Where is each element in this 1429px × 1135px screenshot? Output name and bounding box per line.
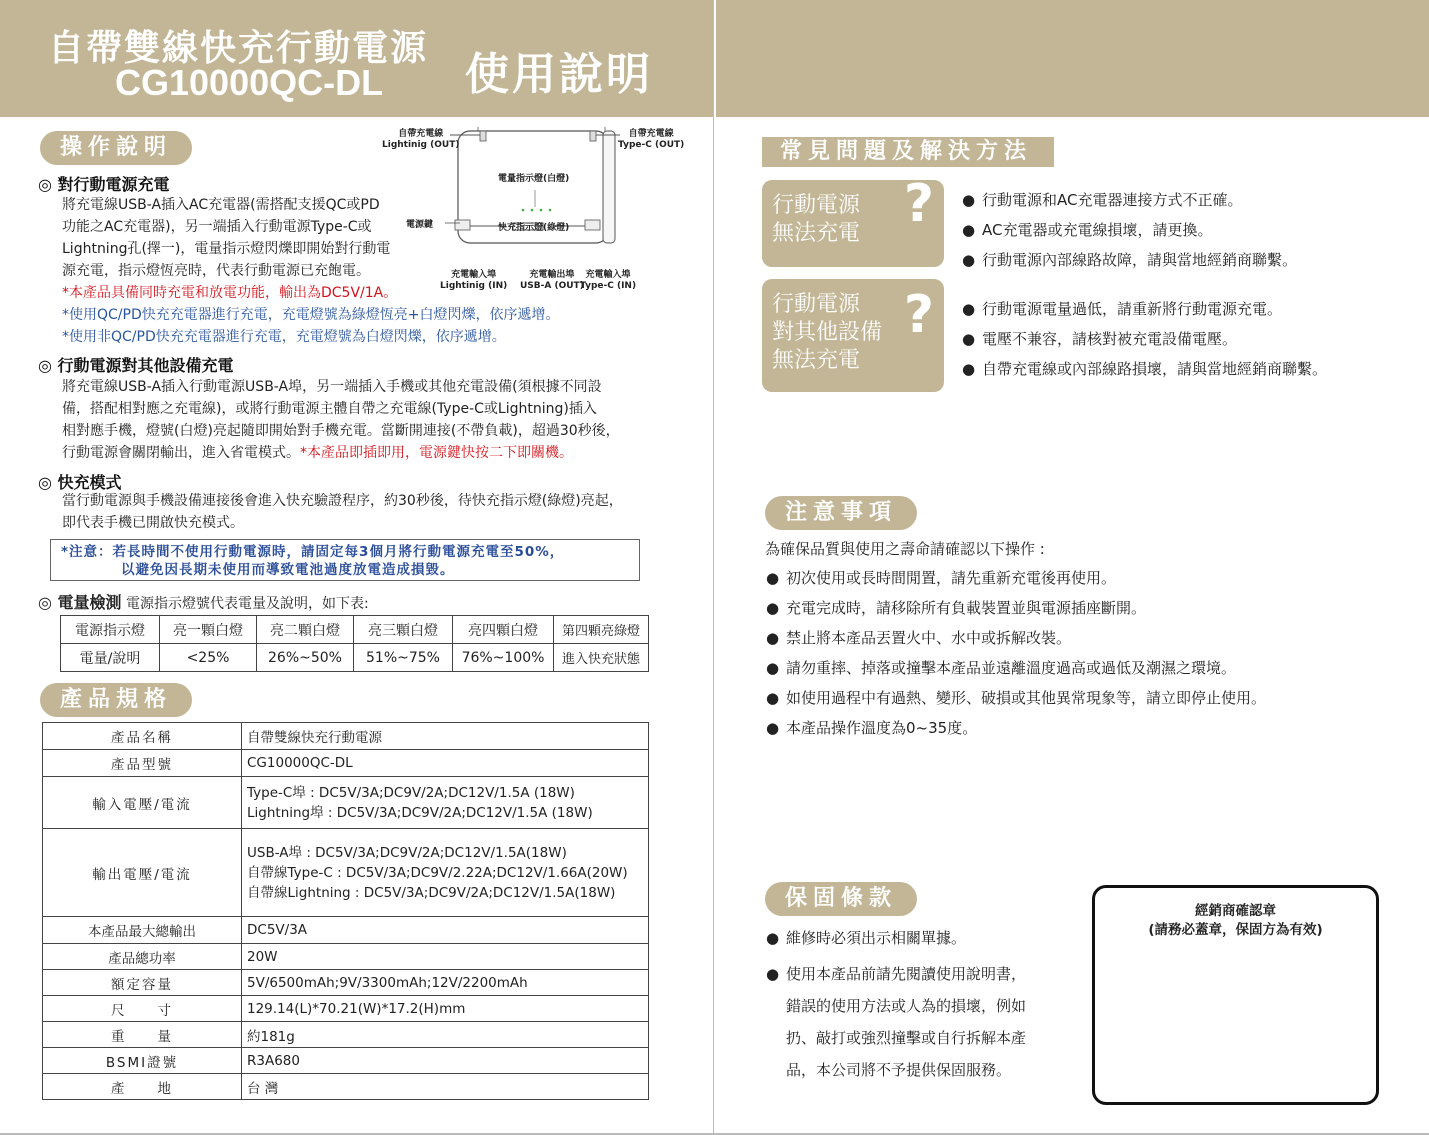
faq-answers-1 xyxy=(962,185,1297,275)
other-device-title: ◎ 行動電源對其他設備充電 xyxy=(38,356,234,375)
faq-q1-line-2: 無法充電 xyxy=(772,221,861,246)
spec-value xyxy=(242,777,649,829)
spec-value-line: USB-A埠 : DC5V/3A;DC9V/2A;DC12V/1.5A(18W) xyxy=(247,844,567,861)
diagram-label-cable-right xyxy=(618,129,684,151)
page-divider xyxy=(713,0,716,1135)
dealer-stamp-box xyxy=(1092,885,1379,1105)
warranty-line: ● 使用本產品前請先閱讀使用說明書， xyxy=(786,965,1027,983)
faq-card-2 xyxy=(762,279,944,392)
question-mark-icon: ? xyxy=(903,285,934,345)
product-title: 自帶雙線快充行動電源 xyxy=(48,28,429,69)
table-row xyxy=(43,777,649,829)
spec-value: DC5V/3A xyxy=(242,917,649,944)
list-item: ● 行動電源和AC充電器連接方式不正確。 xyxy=(962,185,1297,215)
diagram-text: USB-A (OUT) xyxy=(520,281,584,291)
diagram-text: 充電輸出埠 xyxy=(529,270,575,280)
diagram-text: Lightinig (OUT) xyxy=(382,140,460,150)
warranty-list xyxy=(766,926,966,950)
spec-key: 產品名稱 xyxy=(43,723,242,750)
spec-key: 產品型號 xyxy=(43,750,242,777)
list-item xyxy=(766,958,1026,1086)
other-device-text xyxy=(62,376,662,464)
other-line-4: 行動電源會關閉輸出，進入省電模式。 xyxy=(62,445,300,461)
charging-line-4: 源充電，指示燈恆亮時，代表行動電源已充飽電。 xyxy=(62,263,370,279)
list-item: ● 初次使用或長時間閒置，請先重新充電後再使用。 xyxy=(766,563,1266,593)
list-item: ● 本產品操作溫度為0~35度。 xyxy=(766,713,1266,743)
list-item: ● 電壓不兼容，請核對被充電設備電壓。 xyxy=(962,324,1327,354)
other-line-3: 相對應手機，燈號(白燈)亮起隨即開始對手機充電。當斷開連接(不帶負載)，超過30秒後， xyxy=(62,423,620,439)
spec-value xyxy=(242,829,649,917)
spec-value: 台 灣 xyxy=(242,1074,649,1100)
spec-key: 本產品最大總輸出 xyxy=(43,917,242,944)
table-cell: 76%~100% xyxy=(453,644,554,672)
storage-warning-box xyxy=(50,539,640,581)
warranty-line: 品，本公司將不予提供保固服務。 xyxy=(786,1061,1012,1079)
table-row xyxy=(43,750,649,777)
faq-q2-line-3: 無法充電 xyxy=(772,348,861,373)
list-item: ● 請勿重摔、掉落或撞擊本產品並遠離溫度過高或過低及潮濕之環境。 xyxy=(766,653,1266,683)
spec-value: 5V/6500mAh;9V/3300mAh;12V/2200mAh xyxy=(242,970,649,996)
charging-blue-note-2: *使用非QC/PD快充充電器進行充電，充電燈號為白燈閃爍，依序遞增。 xyxy=(62,329,506,345)
table-cell: 亮二顆白燈 xyxy=(257,616,354,644)
diagram-text: 充電輸入埠 xyxy=(451,270,497,280)
diagram-label-power-key: 電源鍵 xyxy=(406,220,434,230)
table-cell: <25% xyxy=(160,644,257,672)
table-cell: 電源指示燈 xyxy=(61,616,160,644)
table-cell: 亮一顆白燈 xyxy=(160,616,257,644)
fast-charge-text xyxy=(62,490,662,534)
warranty-list-2 xyxy=(766,958,1026,1086)
spec-value: R3A680 xyxy=(242,1048,649,1074)
diagram-label-port-typec xyxy=(580,270,636,292)
warranty-heading: 保固條款 xyxy=(765,882,917,916)
table-row xyxy=(43,944,649,970)
spec-value-line: Type-C埠 : DC5V/3A;DC9V/2A;DC12V/1.5A (18W) xyxy=(247,784,575,801)
spec-key: 產品總功率 xyxy=(43,944,242,970)
warranty-line: 扔、敲打或強烈撞擊或自行拆解本產 xyxy=(786,1029,1027,1047)
spec-value-line: Lightning埠 : DC5V/3A;DC9V/2A;DC12V/1.5A (18W) xyxy=(247,804,593,821)
battery-level-heading xyxy=(38,590,369,613)
other-line-2: 備，搭配相對應之充電線)，或將行動電源主體自帶之充電線(Type-C或Lightning)插入 xyxy=(62,401,597,417)
charging-line-2: 功能之AC充電器)，另一端插入行動電源Type-C或 xyxy=(62,219,372,235)
warranty-line: 錯誤的使用方法或人為的損壞，例如 xyxy=(786,997,1027,1015)
table-cell: 亮三顆白燈 xyxy=(354,616,453,644)
faq-answers-2 xyxy=(962,294,1327,384)
charging-blue-note-1: *使用QC/PD快充充電器進行充電，充電燈號為綠燈恆亮+白燈閃爍，依序遞增。 xyxy=(62,307,560,323)
spec-key: 重 量 xyxy=(43,1022,242,1048)
table-row xyxy=(43,996,649,1022)
table-cell: 51%~75% xyxy=(354,644,453,672)
table-row xyxy=(43,1022,649,1048)
spec-value: 20W xyxy=(242,944,649,970)
spec-key: 尺 寸 xyxy=(43,996,242,1022)
level-desc: 電源指示燈號代表電量及說明，如下表: xyxy=(126,596,369,612)
table-row xyxy=(43,723,649,750)
faq-heading: 常見問題及解決方法 xyxy=(762,137,1054,167)
diagram-text: Type-C (IN) xyxy=(580,281,637,291)
spec-value-line: 自帶線Type-C : DC5V/3A;DC9V/2.22A;DC12V/1.66A(20W) xyxy=(247,864,628,881)
list-item: ● 行動電源電量過低，請重新將行動電源充電。 xyxy=(962,294,1327,324)
diagram-label-port-lightning xyxy=(440,270,507,292)
operation-heading: 操作說明 xyxy=(40,131,192,165)
table-cell: 電量/說明 xyxy=(61,644,160,672)
dealer-subtitle: (請務必蓋章，保固方為有效) xyxy=(1148,922,1323,938)
level-title: ◎ 電量檢測 xyxy=(38,593,122,612)
note-line-1: *注意：若長時間不使用行動電源時，請固定每3個月將行動電源充電至50%， xyxy=(61,544,565,560)
question-mark-icon: ? xyxy=(903,174,934,234)
spec-table xyxy=(42,722,649,1100)
manual-title: 使用說明 xyxy=(465,49,653,100)
other-line-1: 將充電線USB-A插入行動電源USB-A埠，另一端插入手機或其他充電設備(須根據不同設 xyxy=(62,379,602,395)
charging-line-1: 將充電線USB-A插入AC充電器(需搭配支援QC或PD xyxy=(62,197,380,213)
notice-list xyxy=(766,563,1266,743)
list-item: ● 行動電源內部線路故障，請與當地經銷商聯繫。 xyxy=(962,245,1297,275)
spec-key: 輸出電壓/電流 xyxy=(43,829,242,917)
specs-heading: 產品規格 xyxy=(40,683,192,717)
spec-value: 自帶雙線快充行動電源 xyxy=(242,723,649,750)
charging-text xyxy=(62,194,422,304)
faq-q2-line-1: 行動電源 xyxy=(772,292,861,317)
diagram-text: 自帶充電線 xyxy=(628,129,674,139)
faq-q1-line-1: 行動電源 xyxy=(772,193,861,218)
table-row xyxy=(61,616,649,644)
header-band-right xyxy=(716,0,1429,117)
list-item: ● 充電完成時，請移除所有負載裝置並與電源插座斷開。 xyxy=(766,593,1266,623)
table-row xyxy=(43,970,649,996)
battery-level-table xyxy=(60,615,649,672)
charging-line-3: Lightning孔(擇一)，電量指示燈閃爍即開始對行動電 xyxy=(62,241,391,257)
spec-key: 輸入電壓/電流 xyxy=(43,777,242,829)
diagram-label-indicator-white: 電量指示燈(白燈) xyxy=(498,174,570,184)
dealer-title: 經銷商確認章 xyxy=(1195,903,1276,919)
list-item: ● 維修時必須出示相關單據。 xyxy=(766,926,966,950)
faq-q2-line-2: 對其他設備 xyxy=(772,320,883,345)
table-row xyxy=(43,1048,649,1074)
product-diagram xyxy=(380,125,700,300)
list-item: ● 如使用過程中有過熱、變形、破損或其他異常現象等，請立即停止使用。 xyxy=(766,683,1266,713)
fast-line-1: 當行動電源與手機設備連接後會進入快充驗證程序，約30秒後，待快充指示燈(綠燈)亮起， xyxy=(62,493,623,509)
notice-heading: 注意事項 xyxy=(765,496,917,530)
notice-intro: 為確保品質與使用之壽命請確認以下操作 : xyxy=(765,540,1045,558)
spec-key: BSMI證號 xyxy=(43,1048,242,1074)
table-cell: 亮四顆白燈 xyxy=(453,616,554,644)
table-row xyxy=(43,917,649,944)
spec-value: 129.14(L)*70.21(W)*17.2(H)mm xyxy=(242,996,649,1022)
product-model: CG10000QC-DL xyxy=(115,62,384,103)
charging-title: ◎ 對行動電源充電 xyxy=(38,175,170,194)
other-red-note: *本產品即插即用，電源鍵快按二下即關機。 xyxy=(300,445,573,461)
spec-value: CG10000QC-DL xyxy=(242,750,649,777)
diagram-text: Lightinig (IN) xyxy=(440,281,508,291)
table-row xyxy=(43,1074,649,1100)
faq-card-1 xyxy=(762,174,944,267)
table-row xyxy=(43,829,649,917)
diagram-label-indicator-green: 快充指示燈(綠燈) xyxy=(498,223,570,233)
list-item: ● 禁止將本產品丟置火中、水中或拆解改裝。 xyxy=(766,623,1266,653)
spec-value-line: 自帶線Lightning : DC5V/3A;DC9V/2A;DC12V/1.5A(18W) xyxy=(247,884,616,901)
diagram-label-cable-left xyxy=(382,129,459,151)
spec-value: 約181g xyxy=(242,1022,649,1048)
list-item: ● 自帶充電線或內部線路損壞，請與當地經銷商聯繫。 xyxy=(962,354,1327,384)
list-item: ● AC充電器或充電線損壞，請更換。 xyxy=(962,215,1297,245)
diagram-label-port-usba xyxy=(520,270,584,292)
charging-red-note: *本產品具備同時充電和放電功能，輸出為DC5V/1A。 xyxy=(62,285,398,301)
diagram-text: 自帶充電線 xyxy=(398,129,444,139)
note-line-2: 以避免因長期未使用而導致電池過度放電造成損毀。 xyxy=(121,562,455,578)
spec-key: 額定容量 xyxy=(43,970,242,996)
table-cell: 進入快充狀態 xyxy=(554,644,649,672)
table-cell: 第四顆亮綠燈 xyxy=(554,616,649,644)
diagram-text: 充電輸入埠 xyxy=(585,270,631,280)
table-cell: 26%~50% xyxy=(257,644,354,672)
spec-key: 產 地 xyxy=(43,1074,242,1100)
table-row xyxy=(61,644,649,672)
diagram-text: Type-C (OUT) xyxy=(618,140,685,150)
fast-charge-title: ◎ 快充模式 xyxy=(38,473,122,492)
fast-line-2: 即代表手機已開啟快充模式。 xyxy=(62,515,244,531)
